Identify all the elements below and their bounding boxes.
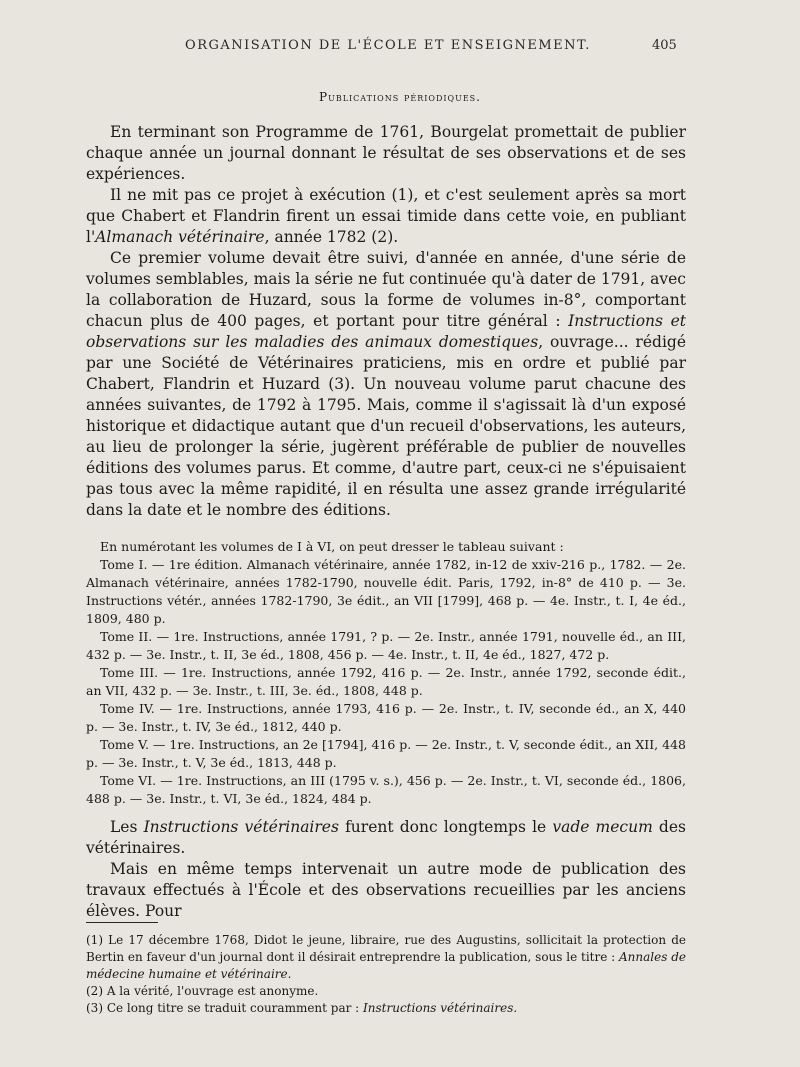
tome-5: Tome V. — 1re. Instructions, an 2e [1794], 416 p. — 2e. Instr., t. V, seconde édit., an XII, 448 p. — 3e. Instr., t. V, 3e éd., 1813, 448 p.	[86, 737, 686, 770]
paragraph-3: Ce premier volume devait être suivi, d'année en année, d'une série de volumes semblables, mais la série ne fut continuée qu'à dater de 1791, avec la collaboration de Huzard, sous la forme de volumes in-8°, comportant chacun plus de 400 pages, et portant pour titre général : Instructions et observations sur les maladies des animaux domestiques, ouvrage... rédigé par une Société de Vétérinaires praticiens, mis en ordre et publié par Chabert, Flandrin et Huzard (3). Un nouveau volume parut chacune des années suivantes, de 1792 à 1795. Mais, comme il s'agissait là d'un exposé historique et didactique autant que d'un recueil d'observations, les auteurs, au lieu de prolonger la série, jugèrent préférable de publier de nouvelles éditions des volumes parus. Et comme, d'autre part, ceux-ci ne s'épuisaient pas tous avec la même rapidité, il en résulta une assez grande irrégularité dans la date et le nombre des éditions.	[86, 249, 686, 519]
running-head: ORGANISATION DE L'ÉCOLE ET ENSEIGNEMENT.	[185, 38, 591, 53]
footnote-3: (3) Ce long titre se traduit couramment par : Instructions vétérinaires.	[86, 1001, 518, 1015]
footnote-rule	[86, 922, 158, 923]
tome-2: Tome II. — 1re. Instructions, année 1791, ? p. — 2e. Instr., année 1791, nouvelle éd., an III, 432 p. — 3e. Instr., t. II, 3e éd., 1808, 456 p. — 4e. Instr., t. II, 4e éd., 1827, 472 p.	[86, 629, 686, 662]
table-intro: En numérotant les volumes de I à VI, on peut dresser le tableau suivant :	[100, 539, 564, 554]
page-number: 405	[652, 38, 677, 53]
instructions-full-title: Instructions et observations sur les maladies des animaux domestiques	[86, 312, 686, 351]
almanach-title: Almanach vétérinaire	[95, 228, 265, 246]
footnote-2: (2) A la vérité, l'ouvrage est anonyme.	[86, 984, 319, 998]
footnotes	[86, 932, 686, 1017]
tome-4: Tome IV. — 1re. Instructions, année 1793, 416 p. — 2e. Instr., t. IV, seconde éd., an X, 440 p. — 3e. Instr., t. IV, 3e éd., 1812, 440 p.	[86, 701, 686, 734]
tome-3: Tome III. — 1re. Instructions, année 1792, 416 p. — 2e. Instr., année 1792, seconde édit., an VII, 432 p. — 3e. Instr., t. III, 3e. éd., 1808, 448 p.	[86, 665, 686, 698]
paragraph-2: Il ne mit pas ce projet à exécution (1), et c'est seulement après sa mort que Chabert et Flandrin firent un essai timide dans cette voie, en publiant l'Almanach vétérinaire, année 1782 (2).	[86, 186, 686, 246]
volumes-table	[86, 538, 686, 808]
tome-6: Tome VI. — 1re. Instructions, an III (1795 v. s.), 456 p. — 2e. Instr., t. VI, seconde éd., 1806, 488 p. — 3e. Instr., t. VI, 3e éd., 1824, 484 p.	[86, 773, 686, 806]
paragraph-5: Mais en même temps intervenait un autre mode de publication des travaux effectués à l'École et des observations recueillies par les anciens élèves. Pour	[86, 860, 686, 920]
paragraph-4: Les Instructions vétérinaires furent donc longtemps le vade mecum des vétérinaires.	[86, 818, 686, 857]
tome-1: Tome I. — 1re édition. Almanach vétérinaire, année 1782, in-12 de xxiv-216 p., 1782. — 2e. Almanach vétérinaire, années 1782-1790, nouvelle édit. Paris, 1792, in-8° de 410 p. — 3e. Instructions vétér., années 1782-1790, 3e édit., an VII [1799], 468 p. — 4e. Instr., t. I, 4e éd., 1809, 480 p.	[86, 557, 686, 626]
main-text	[86, 122, 686, 521]
paragraph-1: En terminant son Programme de 1761, Bourgelat promettait de publier chaque année un journal donnant le résultat de ses observations et de ses expériences.	[86, 123, 686, 183]
section-title: Publications périodiques.	[319, 90, 481, 104]
footnote-1: (1) Le 17 décembre 1768, Didot le jeune, libraire, rue des Augustins, sollicitait la protection de Bertin en faveur d'un journal dont il désirait entreprendre la publication, sous le titre : Annales de médecine humaine et vétérinaire.	[86, 933, 686, 981]
closing-text	[86, 817, 686, 922]
